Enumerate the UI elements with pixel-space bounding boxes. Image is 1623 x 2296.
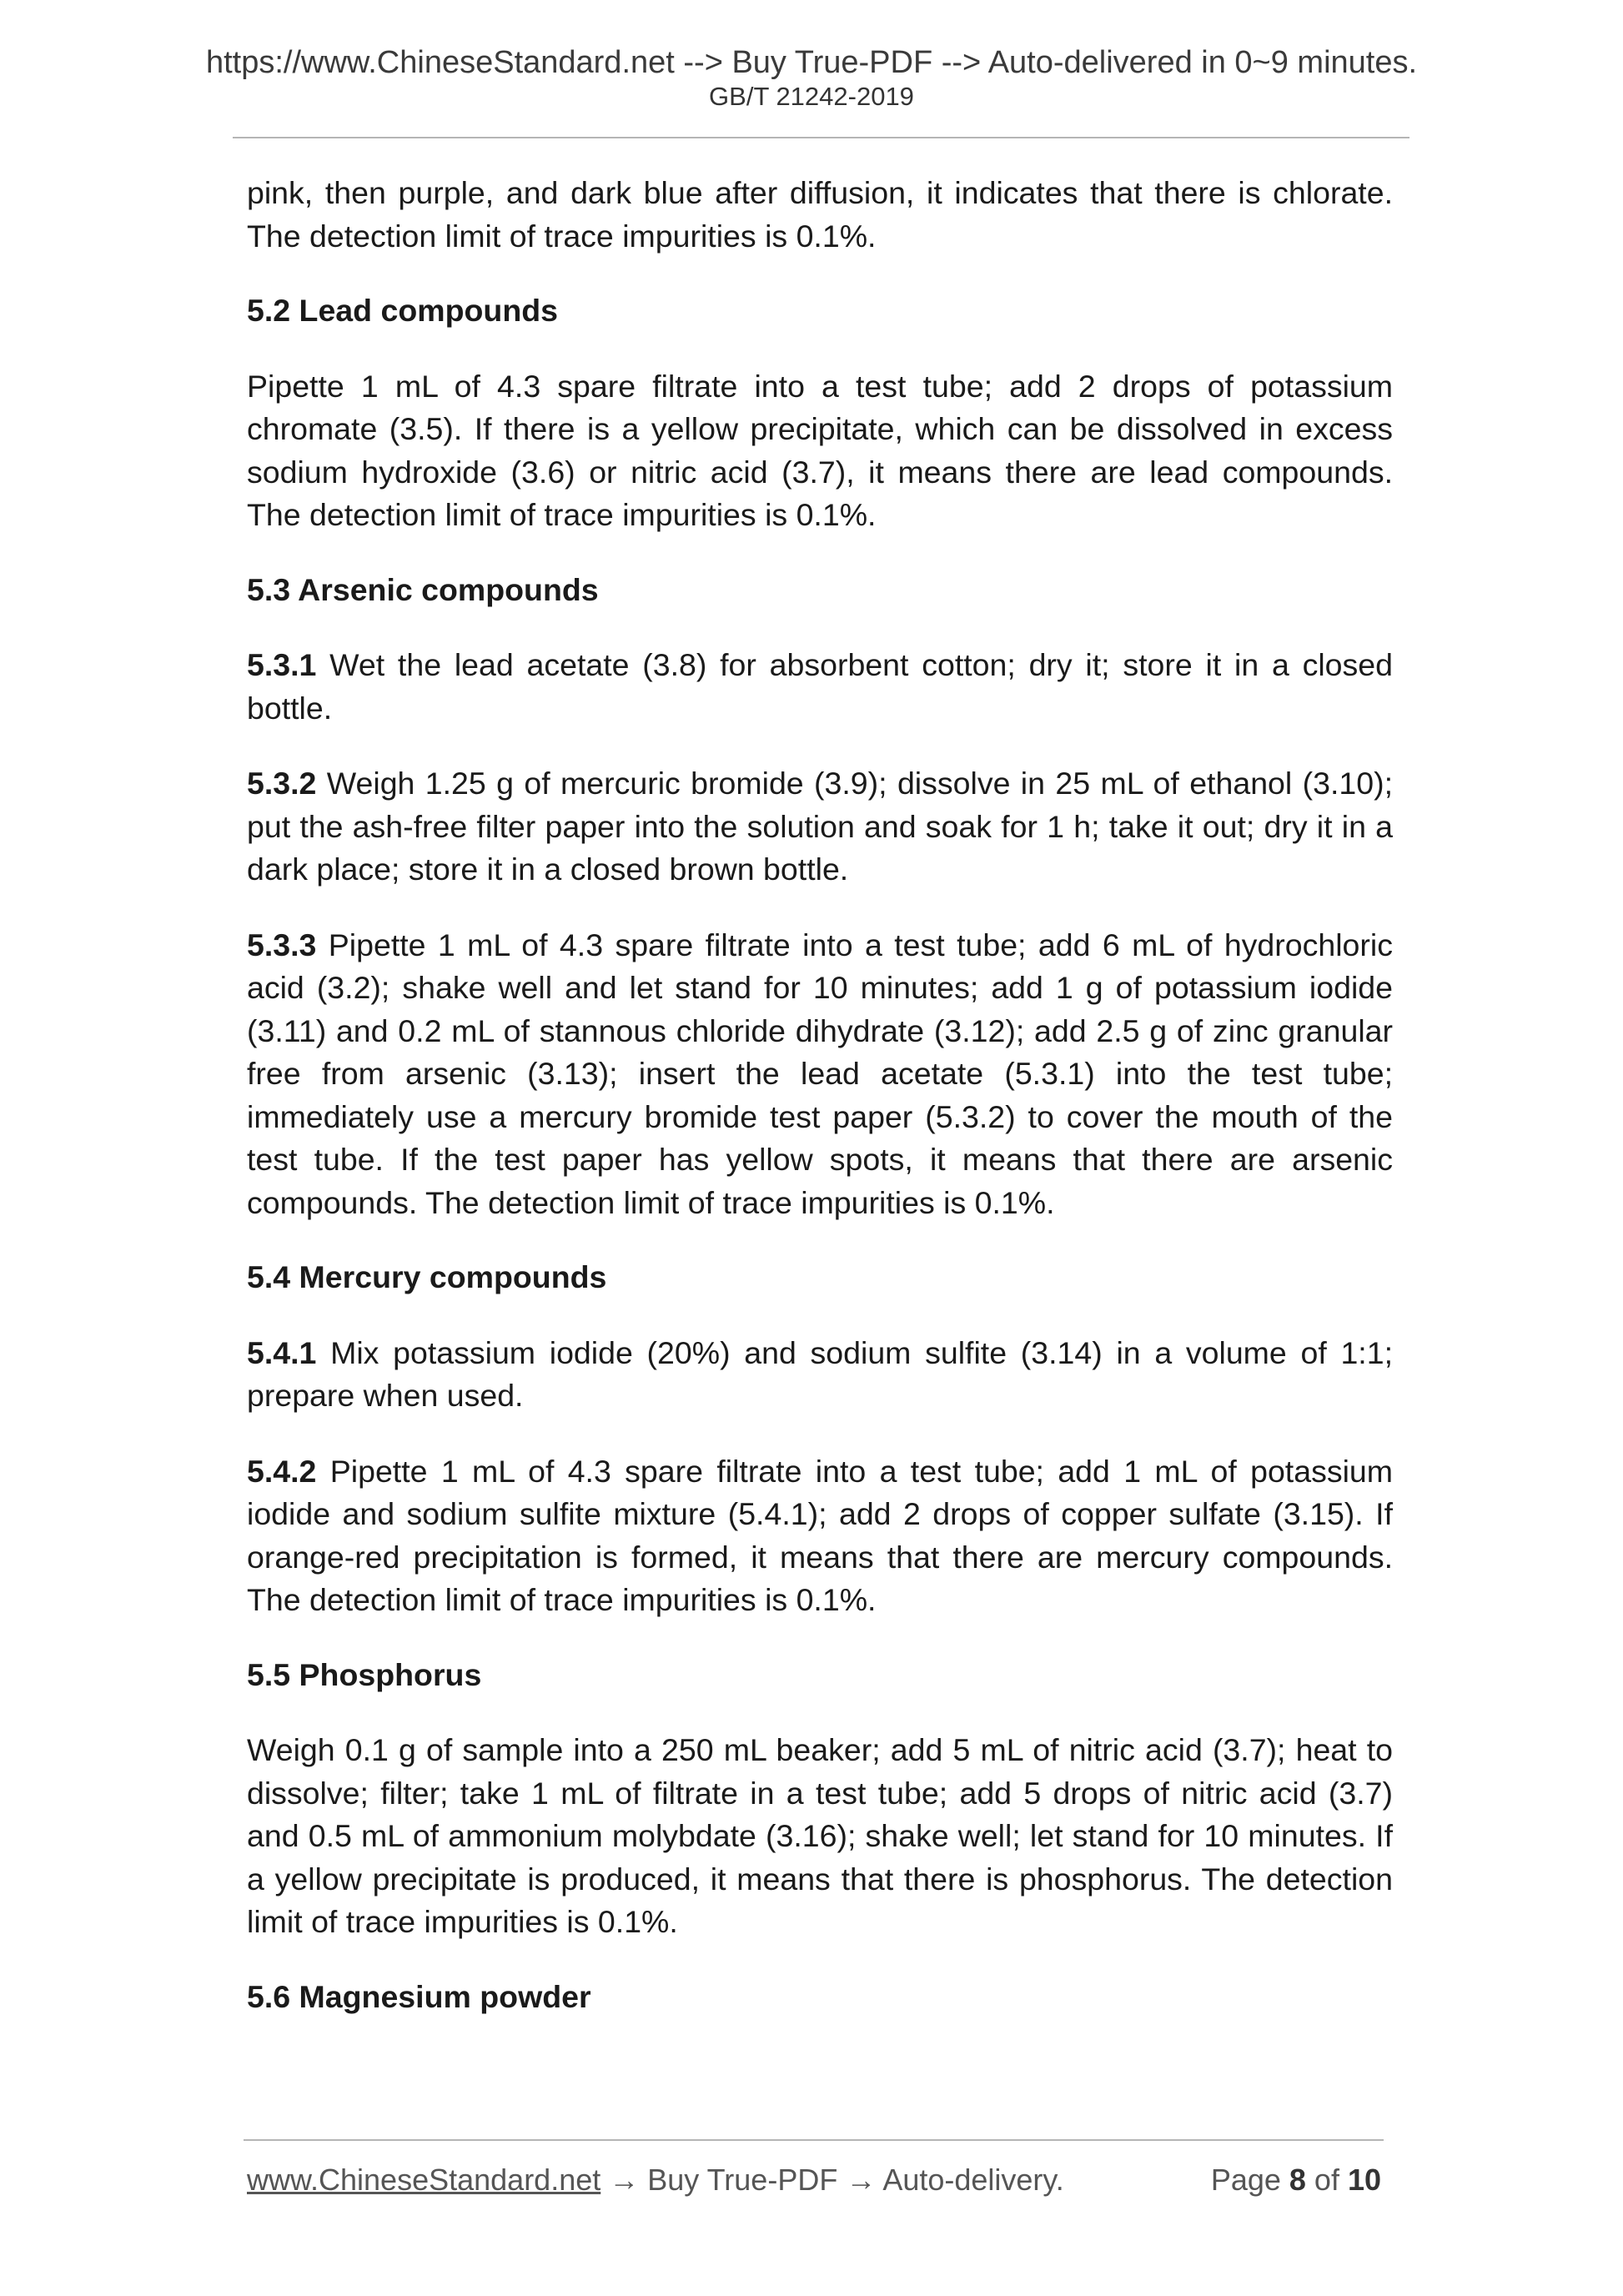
page-current: 8	[1289, 2163, 1306, 2197]
clause-5-4-1	[247, 1332, 1393, 1418]
footer-tagline: → Buy True-PDF → Auto-delivery.	[600, 2163, 1064, 2197]
footer-site-link[interactable]: www.ChineseStandard.net	[247, 2163, 601, 2197]
clause-number: 5.3.2	[247, 766, 317, 801]
page-content	[247, 172, 1393, 2018]
page-footer	[247, 2160, 1381, 2200]
clause-text: Weigh 1.25 g of mercuric bromide (3.9); dissolve in 25 mL of ethanol (3.10); put the ash-free filter paper into the solution and soak for 1 h; take it out; dry it in a dark place; store it in a closed brown bottle.	[247, 766, 1393, 887]
clause-text: Pipette 1 mL of 4.3 spare filtrate into a test tube; add 1 mL of potassium iodide and sodium sulfite mixture (5.4.1); add 2 drops of copper sulfate (3.15). If orange-red precipitation is formed, it means that there are mercury compounds. The detection limit of trace impurities is 0.1%.	[247, 1453, 1393, 1617]
section-heading-5-4: 5.4 Mercury compounds	[247, 1259, 607, 1294]
clause-text: Mix potassium iodide (20%) and sodium sulfite (3.14) in a volume of 1:1; prepare when used.	[247, 1334, 1393, 1413]
clause-5-3-3	[247, 924, 1393, 1225]
section-5-2-body: Pipette 1 mL of 4.3 spare filtrate into a test tube; add 2 drops of potassium chromate (3.5). If there is a yellow precipitate, which can be dissolved in excess sodium hydroxide (3.6) or nitric acid (3.7), it means there are lead compounds. The detection limit of trace impurities is 0.1%.	[247, 368, 1393, 532]
page-indicator	[1211, 2160, 1381, 2200]
clause-text: Pipette 1 mL of 4.3 spare filtrate into a test tube; add 6 mL of hydrochloric acid (3.2); shake well and let stand for 10 minutes; add 1 g of potassium iodide (3.11) and 0.2 mL of stannous chloride dihydrate (3.12); add 2.5 g of zinc granular free from arsenic (3.13); insert the lead acetate (5.3.1) into the test tube; immediately use a mercury bromide test paper (5.3.2) to cover the mouth of the test tube. If the test paper has yellow spots, it means that there are arsenic compounds. The detection limit of trace impurities is 0.1%.	[247, 927, 1393, 1220]
section-heading-5-5: 5.5 Phosphorus	[247, 1656, 482, 1692]
clause-5-4-2	[247, 1450, 1393, 1622]
page-of: of	[1305, 2163, 1348, 2197]
page-total: 10	[1347, 2163, 1381, 2197]
header-banner: https://www.ChineseStandard.net --> Buy True-PDF --> Auto-delivered in 0~9 minutes.	[205, 45, 1418, 80]
clause-number: 5.3.3	[247, 927, 317, 962]
section-heading-5-2: 5.2 Lead compounds	[247, 293, 558, 328]
clause-5-3-2	[247, 762, 1393, 892]
section-heading-5-6: 5.6 Magnesium powder	[247, 1978, 591, 2014]
clause-text: Wet the lead acetate (3.8) for absorbent cotton; dry it; store it in a closed bottle.	[247, 647, 1393, 726]
header-divider	[233, 137, 1409, 138]
clause-number: 5.4.2	[247, 1453, 317, 1489]
clause-number: 5.3.1	[247, 647, 317, 682]
intro-paragraph: pink, then purple, and dark blue after diffusion, it indicates that there is chlorate. The detection limit of trace impurities is 0.1%.	[247, 175, 1393, 254]
clause-5-3-1	[247, 644, 1393, 730]
section-heading-5-3: 5.3 Arsenic compounds	[247, 571, 599, 607]
clause-number: 5.4.1	[247, 1334, 317, 1370]
page-label: Page	[1210, 2163, 1289, 2197]
footer-divider	[244, 2139, 1384, 2141]
section-5-5-body: Weigh 0.1 g of sample into a 250 mL beaker; add 5 mL of nitric acid (3.7); heat to dissolve; filter; take 1 mL of filtrate in a test tube; add 5 drops of nitric acid (3.7) and 0.5 mL of ammonium molybdate (3.16); shake well; let stand for 10 minutes. If a yellow precipitate is produced, it means that there is phosphorus. The detection limit of trace impurities is 0.1%.	[247, 1732, 1393, 1939]
standard-number: GB/T 21242-2019	[709, 82, 914, 111]
